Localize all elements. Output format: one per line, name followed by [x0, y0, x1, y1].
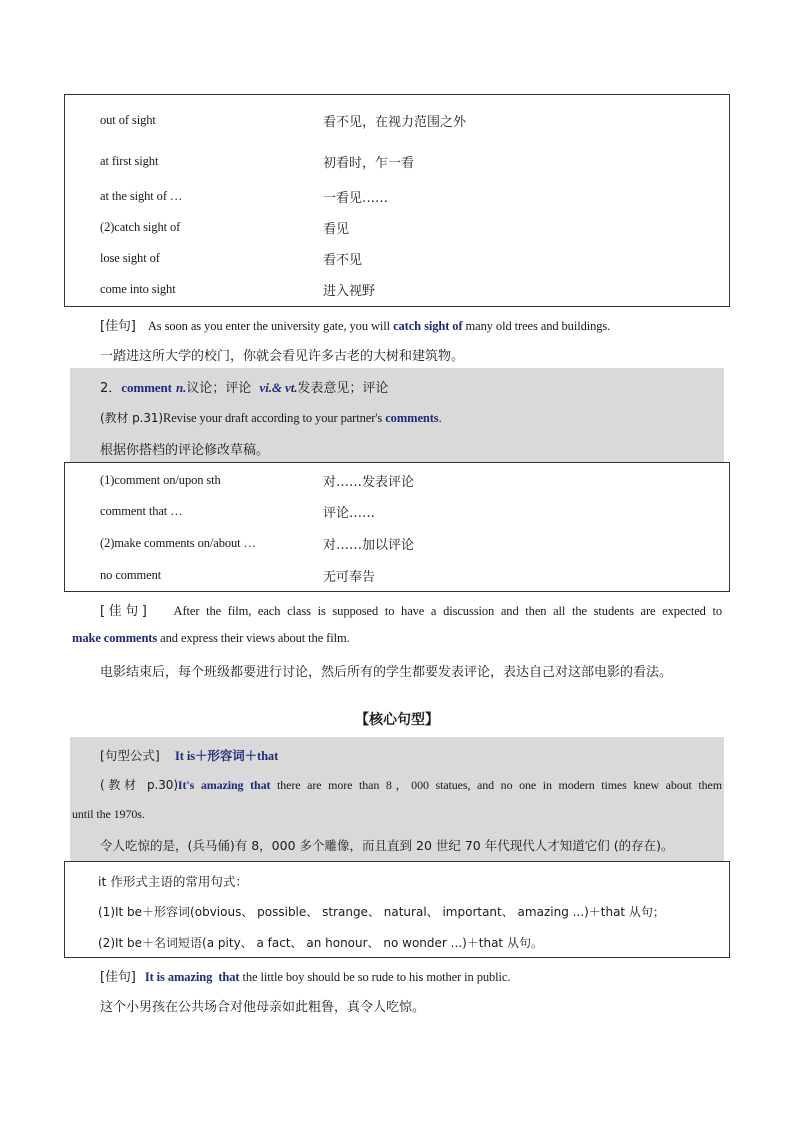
textbook-translation: 根据你搭档的评论修改草稿。 — [100, 443, 270, 458]
meaning: 议论；评论 — [186, 381, 256, 396]
key-phrase: that — [250, 778, 271, 792]
example-text: . — [438, 411, 442, 425]
table-row: 评论…… — [323, 506, 376, 521]
example-tag: [佳句] — [100, 604, 147, 619]
example-sentence-cont — [72, 631, 350, 646]
textbook-source: (教材 p.31) — [100, 411, 163, 425]
example-translation: 这个小男孩在公共场合对他母亲如此粗鲁，真令人吃惊。 — [100, 1000, 426, 1015]
example-text: the little boy should be so rude to his mother in public. — [239, 970, 511, 984]
section-title: 【核心句型】 — [355, 712, 439, 728]
table-row: out of sight — [100, 113, 156, 127]
example-text: After the film, each class is supposed to have a discussion and then all the students are expected to — [173, 604, 723, 618]
example-sentence — [100, 315, 610, 334]
example-text: many old trees and buildings. — [462, 319, 611, 333]
table-row: (2)catch sight of — [100, 220, 181, 234]
example-translation: 一踏进这所大学的校门，你就会看见许多古老的大树和建筑物。 — [100, 349, 465, 364]
textbook-sentence-cont: until the 1970s. — [72, 807, 145, 821]
example-translation: 电影结束后，每个班级都要进行讨论，然后所有的学生都要发表评论，表达自己对这部电影的看法。 — [100, 665, 673, 680]
key-phrase: catch sight of — [393, 319, 463, 333]
example-sentence — [100, 966, 510, 985]
it-formal-subject-box — [64, 861, 730, 958]
key-phrase: comments — [385, 411, 439, 425]
table-row: 初看时，乍一看 — [323, 156, 415, 171]
key-phrase: make comments — [72, 631, 158, 645]
key-phrase: that — [218, 970, 240, 984]
table-row: 一看见…… — [323, 191, 389, 206]
part-of-speech: vi.& vt. — [259, 380, 298, 395]
textbook-sentence — [100, 776, 722, 793]
table-row: comment that … — [100, 504, 183, 518]
textbook-source: (教材 p.30) — [100, 778, 178, 792]
textbook-sentence — [100, 409, 442, 426]
table-row: 看不见 — [323, 253, 363, 268]
example-tag: [佳句] — [100, 319, 136, 334]
key-phrase: It is amazing — [144, 970, 213, 984]
meaning: 发表意见；评论 — [297, 381, 389, 396]
comment-phrase-table — [64, 462, 730, 592]
pattern-label: [句型公式] — [100, 748, 160, 763]
table-row: 对……加以评论 — [323, 538, 415, 553]
table-row: 无可奉告 — [323, 570, 376, 585]
table-row: at the sight of … — [100, 189, 183, 203]
table-row: lose sight of — [100, 251, 160, 265]
box-title: it 作形式主语的常用句式： — [98, 874, 248, 889]
example-tag: [佳句] — [100, 970, 136, 985]
key-phrase: It's amazing — [177, 778, 244, 792]
textbook-translation: 令人吃惊的是，(兵马俑)有 8，000 多个雕像，而且直到 20 世纪 70 年代现代人才知道它们 (的存在)。 — [100, 838, 674, 853]
example-text: As soon as you enter the university gate, you will — [147, 319, 394, 333]
pattern-formula — [100, 745, 278, 764]
table-row: come into sight — [100, 282, 176, 296]
item-number: 2． — [100, 381, 122, 396]
example-text: Revise your draft according to your partner's — [162, 411, 386, 425]
vocab-word: comment — [121, 380, 172, 395]
table-row: (1)comment on/upon sth — [100, 473, 221, 487]
part-of-speech: n. — [175, 380, 187, 395]
box-item: (2)It be＋名词短语(a pity、 a fact、 an honour、 no wonder ...)＋that 从句。 — [98, 936, 543, 950]
table-row: no comment — [100, 568, 162, 582]
sight-phrase-table — [64, 94, 730, 307]
table-row: (2)make comments on/about … — [100, 536, 256, 550]
formula: It is＋形容词＋that — [175, 749, 279, 763]
table-row: at first sight — [100, 154, 159, 168]
example-text: there are more than 8，000 statues, and no one in modern times knew about them — [270, 778, 722, 792]
vocab-heading — [100, 377, 388, 396]
table-row: 对……发表评论 — [323, 475, 415, 490]
example-sentence — [100, 600, 722, 619]
table-row: 进入视野 — [323, 284, 376, 299]
table-row: 看见 — [323, 222, 350, 237]
example-text: and express their views about the film. — [157, 631, 350, 645]
box-item: (1)It be＋形容词(obvious、 possible、 strange、 natural、 important、 amazing ...)＋that 从句； — [98, 905, 665, 919]
table-row: 看不见，在视力范围之外 — [323, 115, 467, 130]
